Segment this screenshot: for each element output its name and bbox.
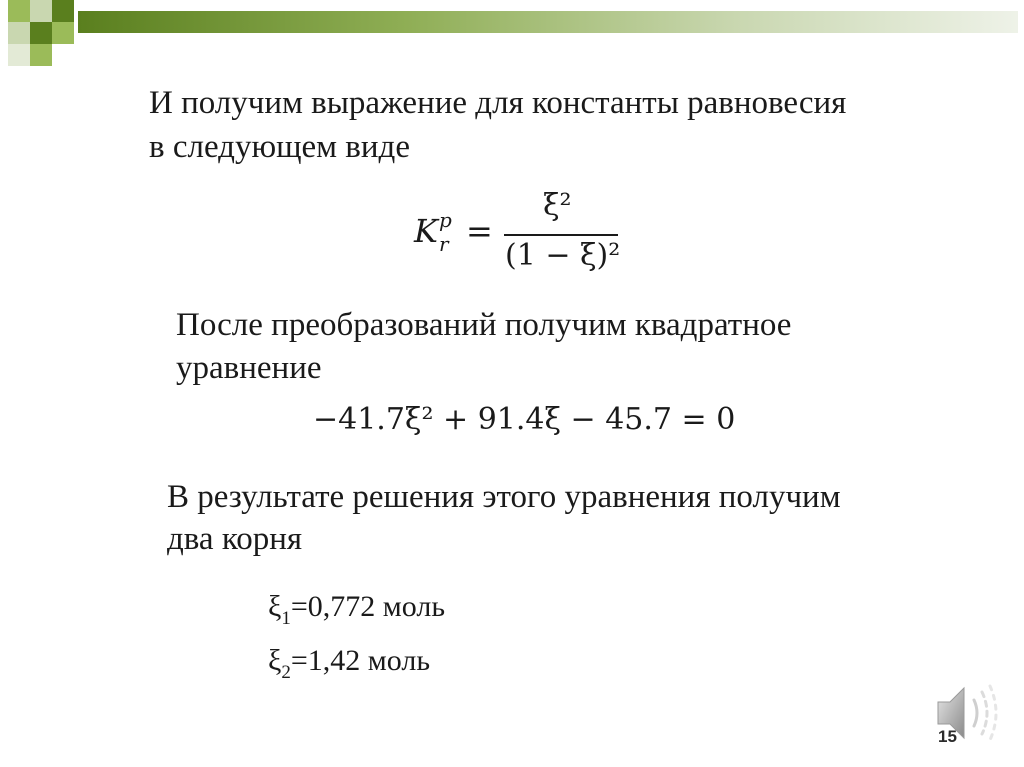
root-2 <box>268 637 430 696</box>
formula-k-superscript: p <box>439 208 452 232</box>
paragraph-2-line-2: уравнение <box>176 350 322 386</box>
root-2-value: =1,42 моль <box>290 644 431 677</box>
formula-k-subscript: r <box>439 232 449 256</box>
root-2-index: 2 <box>281 662 291 683</box>
fraction-bar <box>504 234 618 236</box>
root-1-symbol: ξ <box>268 590 282 623</box>
root-2-symbol: ξ <box>268 644 282 677</box>
page-number: 15 <box>938 727 957 746</box>
paragraph-3-line-2: два корня <box>167 521 303 557</box>
formula-denominator: (1 − ξ)² <box>505 238 621 273</box>
formula-k-symbol: K <box>414 212 438 250</box>
root-1-index: 1 <box>281 608 291 629</box>
formula-equals-sign: = <box>466 212 493 250</box>
formula-numerator: ξ² <box>543 188 572 223</box>
paragraph-1-line-2: в следующем виде <box>149 129 410 165</box>
header-gradient-bar <box>78 11 1018 33</box>
root-1-value: =0,772 моль <box>290 590 446 623</box>
paragraph-3-line-1: В результате решения этого уравнения получим <box>167 479 841 515</box>
paragraph-1-line-1: И получим выражение для константы равновесия <box>149 85 847 121</box>
paragraph-2-line-1: После преобразований получим квадратное <box>176 307 792 343</box>
quadratic-equation: −41.7ξ² + 91.4ξ − 45.7 = 0 <box>313 402 736 437</box>
root-1 <box>268 583 445 642</box>
